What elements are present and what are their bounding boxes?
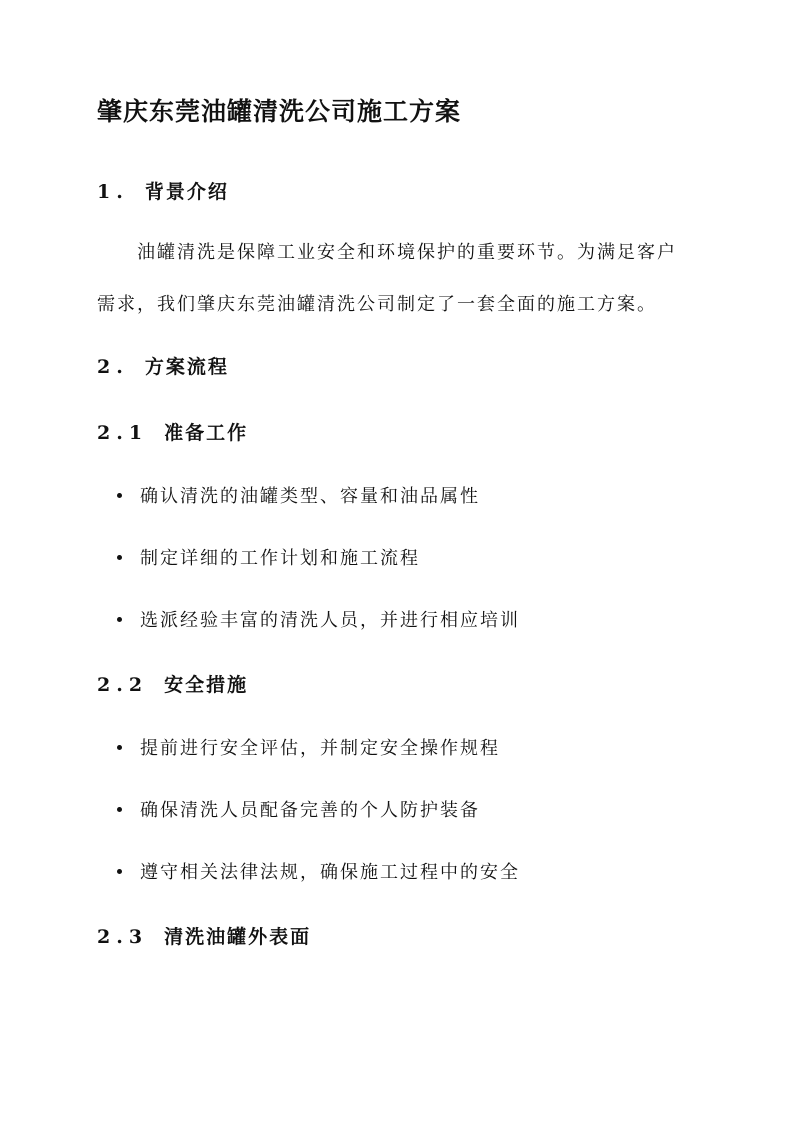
list-item [117,482,480,508]
document-title: 肇庆东莞油罐清洗公司施工方案 [97,97,462,126]
subsection-title: 安全措施 [164,674,249,696]
list-item-text: 确保清洗人员配备完善的个人防护装备 [140,800,480,821]
subsection-heading-2-2 [97,670,248,697]
subsection-number: 2.3 [97,926,149,948]
subsection-title: 准备工作 [164,422,249,444]
subsection-number: 2.2 [97,674,149,696]
list-item [117,796,480,822]
list-item-text: 确认清洗的油罐类型、容量和油品属性 [140,486,480,507]
list-item [117,858,520,884]
list-item [117,734,500,760]
section-number: 2. [97,356,129,378]
subsection-title: 清洗油罐外表面 [164,926,312,948]
bullet-icon [117,869,122,874]
section-heading-1 [97,177,229,204]
list-item-text: 提前进行安全评估，并制定安全操作规程 [140,738,500,759]
list-item-text: 选派经验丰富的清洗人员，并进行相应培训 [140,610,520,631]
bullet-icon [117,745,122,750]
paragraph-line-2: 需求，我们肇庆东莞油罐清洗公司制定了一套全面的施工方案。 [97,294,657,315]
subsection-number: 2.1 [97,422,149,444]
list-item [117,544,420,570]
section-title: 方案流程 [144,356,229,378]
section-heading-2 [97,352,229,379]
bullet-icon [117,555,122,560]
bullet-icon [117,807,122,812]
list-item-text: 制定详细的工作计划和施工流程 [140,548,420,569]
list-item-text: 遵守相关法律法规，确保施工过程中的安全 [140,862,520,883]
bullet-icon [117,617,122,622]
paragraph-line-1: 油罐清洗是保障工业安全和环境保护的重要环节。为满足客户 [137,242,677,263]
section-number: 1. [97,181,129,203]
subsection-heading-2-1 [97,418,248,445]
bullet-icon [117,493,122,498]
list-item [117,606,520,632]
section-title: 背景介绍 [144,181,229,203]
subsection-heading-2-3 [97,922,311,949]
